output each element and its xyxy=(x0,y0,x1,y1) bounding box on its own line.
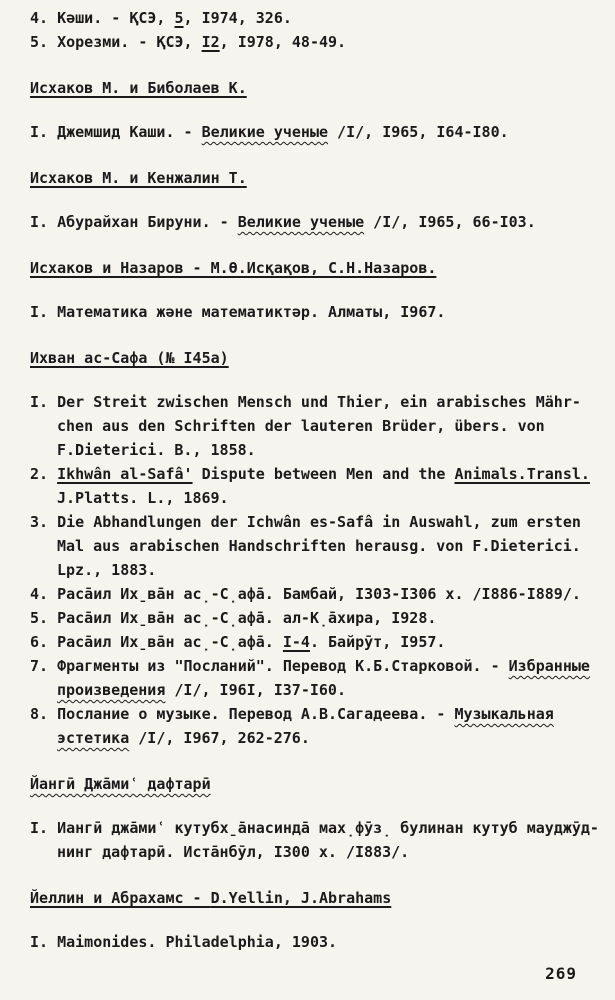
bibliography xyxy=(30,6,599,954)
text-segment: /I/, I96I, I37-I60. xyxy=(165,681,346,699)
entry-number: 6. xyxy=(30,633,58,651)
bibliography-entry xyxy=(30,582,595,606)
section-heading xyxy=(30,346,595,370)
entry-number: 5. xyxy=(30,33,58,51)
text-segment: /I/, I965, I64-I80. xyxy=(328,123,509,141)
text-segment: Исхаков М. и Биболаев К. xyxy=(30,79,247,97)
bibliography-entry xyxy=(30,462,595,510)
section-heading xyxy=(30,886,595,910)
bibliography-entry xyxy=(30,930,595,954)
section-heading xyxy=(30,256,595,280)
text-segment: Der Streit zwischen Mensch und Thier, ein arabisches Mähr- xyxy=(57,393,581,411)
bibliography-section xyxy=(30,166,595,234)
text-segment: Maimonides. Philadelphia, 1903. xyxy=(57,933,338,951)
entry-number: 4. xyxy=(30,9,58,27)
text-segment: Die Abhandlungen der Ichwân es-Safâ in Auswahl, zum ersten xyxy=(57,513,581,531)
entry-number: I. xyxy=(30,393,58,411)
bibliography-entry xyxy=(30,654,595,702)
text-segment: Кәши. - ҚСЭ, xyxy=(57,9,175,27)
text-segment: /I/, I967, 262-276. xyxy=(129,729,310,747)
text-segment: , I974, 326. xyxy=(183,9,292,27)
text-segment: нинг дафтарӣ. Иста̄нбӯл, I300 х. /I883/. xyxy=(57,843,410,861)
bibliography-entry xyxy=(30,300,595,324)
text-segment: I2 xyxy=(201,33,220,51)
bibliography-section xyxy=(30,886,595,954)
text-segment: Великие ученые xyxy=(201,123,329,141)
entry-number: I. xyxy=(30,303,58,321)
text-segment: . Байрӯт, I957. xyxy=(309,633,446,651)
bibliography-entry xyxy=(30,210,595,234)
text-segment: Ихван ас-Сафа (№ I45а) xyxy=(30,349,229,367)
bibliography-entry xyxy=(30,120,595,144)
section-heading xyxy=(30,772,595,796)
text-segment: F.Dieterici. B., 1858. xyxy=(57,441,256,459)
text-segment: I-4 xyxy=(282,633,310,651)
entry-number: I. xyxy=(30,123,58,141)
bibliography-section xyxy=(30,772,599,864)
page-number: 269 xyxy=(545,964,577,983)
text-segment: J.Platts. L., 1869. xyxy=(57,489,229,507)
text-segment: /I/, I965, 66-I03. xyxy=(364,213,536,231)
bibliography-entry xyxy=(30,630,595,654)
text-segment: Lpz., 1883. xyxy=(57,561,157,579)
text-segment: Иангӣ джа̄миʿ кутубх̱а̄насинда̄ мах̣фӯз̣ булинан кутуб мауджӯд- xyxy=(57,819,599,837)
entry-number: I. xyxy=(30,933,58,951)
text-segment: Исхаков и Назаров - М.Ө.Исқақов, С.Н.Назаров. xyxy=(30,259,437,277)
text-segment: Раса̄ил Их̱ва̄н ас̣-С̣афа̄. xyxy=(57,633,283,651)
entry-number: 8. xyxy=(30,705,58,723)
bibliography-entry xyxy=(30,816,599,864)
entry-number: 7. xyxy=(30,657,58,675)
bibliography-entry xyxy=(30,702,595,750)
text-segment: Великие ученые xyxy=(237,213,365,231)
text-segment: Послание о музыке. Перевод А.В.Сагадеева. - xyxy=(57,705,455,723)
bibliography-entry xyxy=(30,510,595,582)
text-segment: Музыкальная xyxy=(454,705,554,723)
text-segment: Фрагменты из "Посланий". Перевод К.Б.Старковой. - xyxy=(57,657,509,675)
bibliography-section xyxy=(30,346,595,750)
text-segment: Mal aus arabischen Handschriften herausg. von F.Dieterici. xyxy=(57,537,581,555)
bibliography-section xyxy=(30,6,595,54)
bibliography-entry xyxy=(30,390,595,462)
section-heading xyxy=(30,76,595,100)
entry-number: 5. xyxy=(30,609,58,627)
text-segment: , I978, 48-49. xyxy=(219,33,347,51)
text-segment: Джемшид Каши. - xyxy=(57,123,202,141)
text-segment: Йеллин и Абрахамс - xyxy=(30,889,211,907)
text-segment: 5 xyxy=(174,9,184,27)
text-segment: Раса̄ил Их̱ва̄н ас̣-С̣афа̄. ал-К̣а̄хира, I928. xyxy=(57,609,437,627)
text-segment: Йангӣ Джа̄миʿ дафтарӣ xyxy=(30,775,211,793)
text-segment: Абурайхан Бируни. - xyxy=(57,213,238,231)
text-segment: Раса̄ил Их̱ва̄н ас̣-С̣афа̄. Бамбай, I303-I306 х. /I886-I889/. xyxy=(57,585,581,603)
entry-number: 2. xyxy=(30,465,58,483)
entry-number: 3. xyxy=(30,513,58,531)
text-segment: Исхаков М. и Кенжалин Т. xyxy=(30,169,247,187)
text-segment: Хорезми. - ҚСЭ, xyxy=(57,33,202,51)
text-segment: эстетика xyxy=(57,729,130,747)
text-segment: Избранные xyxy=(508,657,590,675)
bibliography-entry xyxy=(30,606,595,630)
bibliography-entry xyxy=(30,6,595,30)
entry-number: I. xyxy=(30,819,58,837)
bibliography-entry xyxy=(30,30,595,54)
text-segment: chen aus den Schriften der lauteren Brüder, übers. von xyxy=(57,417,545,435)
entry-number: I. xyxy=(30,213,58,231)
text-segment: D.Yellin, J.Abrahams xyxy=(210,889,392,907)
text-segment: Dispute between Men and the xyxy=(192,465,455,483)
text-segment: Математика және математиктәр. Алматы, I967. xyxy=(57,303,446,321)
text-segment: Ikhwân al-Safâ' xyxy=(57,465,193,483)
bibliography-section xyxy=(30,76,595,144)
bibliography-section xyxy=(30,256,595,324)
entry-number: 4. xyxy=(30,585,58,603)
text-segment: Animals.Transl. xyxy=(454,465,590,483)
text-segment: произведения xyxy=(57,681,166,699)
section-heading xyxy=(30,166,595,190)
